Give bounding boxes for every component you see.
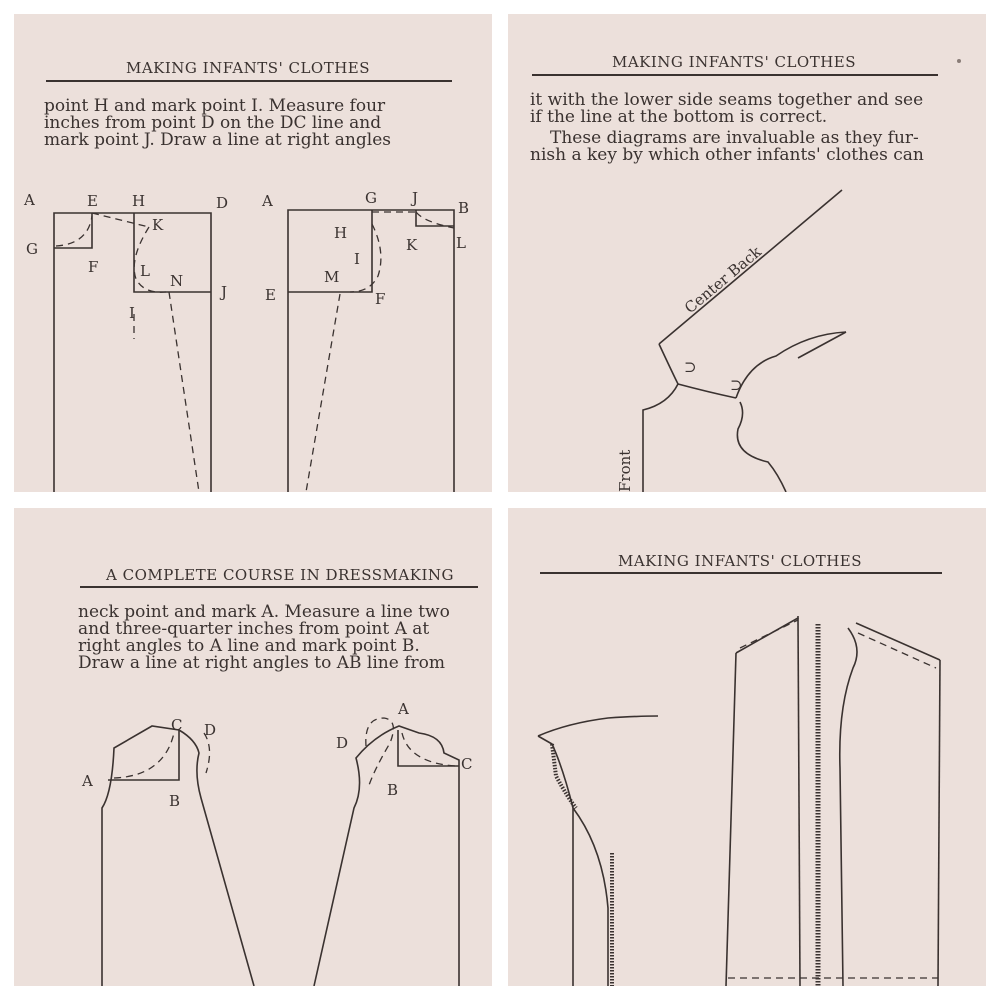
- running-header: A COMPLETE COURSE IN DRESSMAKING: [106, 566, 454, 584]
- neck-curve: [56, 216, 92, 246]
- label-A: A: [398, 700, 409, 718]
- front-edge: [643, 344, 678, 492]
- shoulder-line: [856, 623, 940, 660]
- shoulder-notch: [416, 210, 454, 226]
- text-line: inches from point D on the DC line and: [44, 113, 382, 133]
- label-B: B: [169, 792, 181, 810]
- running-header: MAKING INFANTS' CLOTHES: [617, 552, 863, 570]
- label-E: E: [265, 286, 276, 304]
- text-line: These diagrams are invaluable as they fur-: [550, 128, 919, 148]
- label-D: D: [336, 734, 349, 752]
- label-I: I: [354, 250, 360, 268]
- garment-diagram: [508, 508, 986, 986]
- label-J: J: [412, 189, 419, 207]
- text-line: right angles to A line and mark point B.: [78, 636, 420, 656]
- collar-edge: [840, 628, 857, 986]
- notch-mark: ⊃: [730, 376, 743, 394]
- text-line: if the line at the bottom is correct.: [530, 107, 828, 127]
- running-header: MAKING INFANTS' CLOTHES: [125, 59, 371, 77]
- label-N: N: [170, 272, 184, 290]
- label-I: I: [129, 304, 135, 322]
- label-A: A: [262, 192, 273, 210]
- label-L: L: [456, 234, 466, 252]
- label-G: G: [365, 189, 377, 207]
- text-line: Draw a line at right angles to AB line from: [78, 653, 445, 673]
- page-panel-top-right: [508, 14, 986, 492]
- shoulder-seam: [858, 633, 936, 668]
- label-D: D: [216, 194, 229, 212]
- neck-curve: [402, 733, 456, 766]
- label-front: Front: [616, 449, 634, 492]
- shoulder-curve: [736, 332, 846, 398]
- label-F: F: [88, 258, 99, 276]
- page-panel-bottom-left: [14, 508, 492, 986]
- label-K: K: [406, 236, 418, 254]
- label-B: B: [458, 199, 470, 217]
- label-C: C: [461, 755, 473, 773]
- running-header: MAKING INFANTS' CLOTHES: [611, 53, 857, 71]
- neck-line: [678, 384, 736, 398]
- label-B: B: [387, 781, 399, 799]
- notch-mark: ⊃: [684, 358, 697, 376]
- label-A: A: [24, 191, 35, 209]
- label-L: L: [140, 262, 150, 280]
- front-edge: [573, 808, 608, 986]
- page-speck: [957, 59, 961, 63]
- text-line: and three-quarter inches from point A at: [78, 619, 430, 639]
- label-K: K: [152, 216, 164, 234]
- text-line: it with the lower side seams together and see: [530, 90, 924, 110]
- neck-curve: [114, 733, 174, 778]
- sleeve-diagram: [508, 14, 986, 492]
- armhole-curve: [204, 733, 210, 773]
- pattern-outline: [102, 726, 254, 986]
- page-panel-top-left: [14, 14, 492, 492]
- side-edge: [726, 653, 736, 986]
- bodice-diagram: [14, 508, 492, 986]
- text-line: mark point J. Draw a line at right angles: [44, 130, 391, 150]
- center-front-edge: [798, 618, 800, 986]
- armhole-curve: [737, 402, 786, 492]
- label-D: D: [204, 721, 217, 739]
- label-A: A: [82, 772, 93, 790]
- label-H: H: [334, 224, 348, 242]
- pattern-outline: [314, 726, 459, 986]
- text-line: nish a key by which other infants' clothes can: [530, 145, 924, 165]
- side-edge: [938, 660, 940, 986]
- shoulder-line: [92, 213, 149, 227]
- label-G: G: [26, 240, 38, 258]
- side-edge: [538, 736, 573, 986]
- side-seam: [306, 294, 340, 492]
- armhole-curve: [134, 227, 166, 292]
- pattern-diagram: [14, 14, 492, 492]
- pattern-outline: [54, 213, 211, 492]
- armhole-curve: [366, 718, 394, 788]
- label-E: E: [87, 192, 98, 210]
- label-H: H: [132, 192, 146, 210]
- text-line: point H and mark point I. Measure four: [44, 96, 386, 116]
- label-C: C: [171, 716, 183, 734]
- label-M: M: [324, 268, 340, 286]
- page-panel-bottom-right: [508, 508, 986, 986]
- label-F: F: [375, 290, 386, 308]
- shoulder-line: [538, 716, 658, 736]
- text-line: neck point and mark A. Measure a line two: [78, 602, 450, 622]
- label-center-back: Center Back: [681, 242, 765, 318]
- side-seam: [169, 292, 199, 492]
- label-J: J: [221, 283, 228, 301]
